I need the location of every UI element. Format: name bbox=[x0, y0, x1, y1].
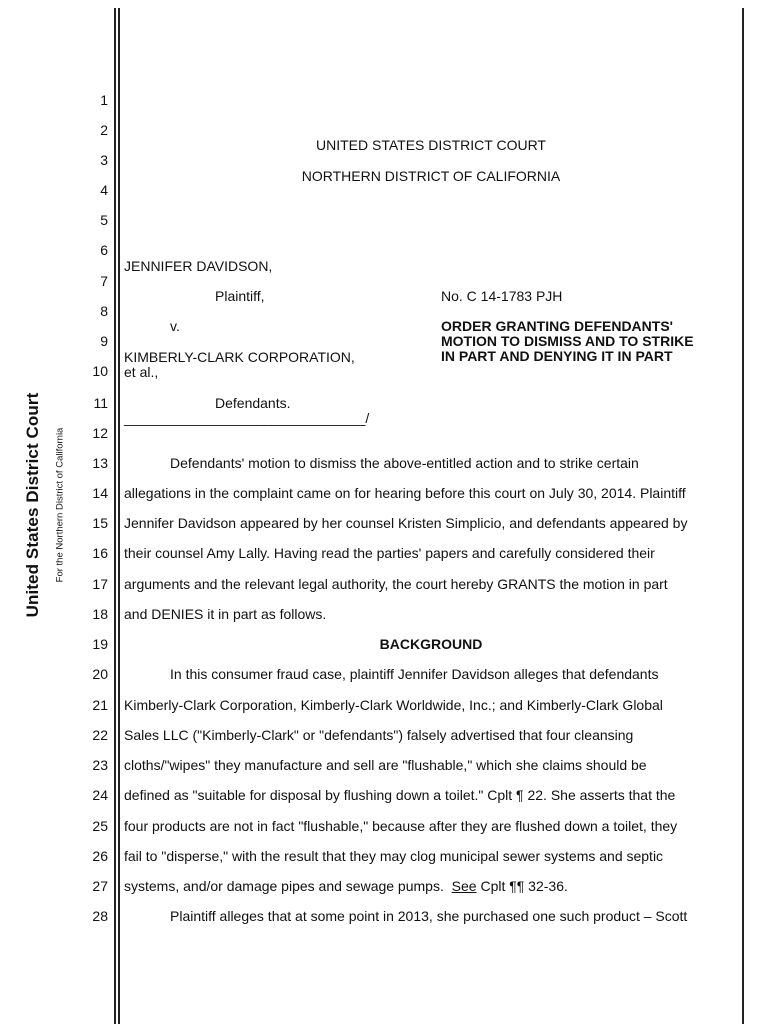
left-margin-rule-inner bbox=[118, 8, 120, 1024]
line-number: 11 bbox=[93, 395, 108, 411]
line-number: 21 bbox=[92, 697, 108, 713]
body-line: arguments and the relevant legal authority, the court hereby GRANTS the motion in part bbox=[124, 576, 668, 592]
line-number: 25 bbox=[92, 818, 108, 834]
order-title-line-3: IN PART AND DENYING IT IN PART bbox=[441, 348, 673, 364]
defendant-name-cont: et al., bbox=[124, 364, 159, 380]
line-number: 26 bbox=[92, 848, 108, 864]
body-line bbox=[124, 878, 568, 894]
body-line: Plaintiff alleges that at some point in 2013, she purchased one such product – Scott bbox=[170, 908, 688, 924]
line-number: 22 bbox=[92, 727, 108, 743]
body-line: and DENIES it in part as follows. bbox=[124, 606, 327, 622]
line-number: 20 bbox=[92, 666, 108, 682]
case-number: No. C 14-1783 PJH bbox=[441, 288, 563, 304]
body-line: cloths/"wipes" they manufacture and sell are "flushable," which she claims should be bbox=[124, 757, 647, 773]
body-line: Kimberly-Clark Corporation, Kimberly-Clark Worldwide, Inc.; and Kimberly-Clark Global bbox=[124, 697, 663, 713]
order-title-line-2: MOTION TO DISMISS AND TO STRIKE bbox=[441, 333, 694, 349]
line-number: 14 bbox=[92, 485, 108, 501]
line-number: 16 bbox=[92, 545, 108, 561]
district-title: NORTHERN DISTRICT OF CALIFORNIA bbox=[301, 168, 561, 184]
body-text: Cplt ¶¶ 32-36. bbox=[476, 878, 568, 894]
line-number: 4 bbox=[100, 182, 108, 198]
line-number: 13 bbox=[92, 455, 108, 471]
line-number: 1 bbox=[100, 92, 108, 108]
line-number: 6 bbox=[100, 242, 108, 258]
body-line: Defendants' motion to dismiss the above-entitled action and to strike certain bbox=[170, 455, 639, 471]
court-title: UNITED STATES DISTRICT COURT bbox=[316, 137, 546, 153]
caption-signature-line: _______________________________/ bbox=[124, 410, 370, 426]
body-text: systems, and/or damage pipes and sewage pumps. bbox=[124, 878, 452, 894]
body-line: allegations in the complaint came on for hearing before this court on July 30, 2014. Plaintiff bbox=[124, 485, 686, 501]
body-line: Sales LLC ("Kimberly-Clark" or "defendants") falsely advertised that four cleansing bbox=[124, 727, 634, 743]
body-line: In this consumer fraud case, plaintiff Jennifer Davidson alleges that defendants bbox=[170, 666, 659, 682]
line-number: 23 bbox=[92, 757, 108, 773]
line-number: 24 bbox=[92, 787, 108, 803]
line-number: 9 bbox=[100, 333, 108, 349]
line-number: 3 bbox=[100, 152, 108, 168]
order-title-line-1: ORDER GRANTING DEFENDANTS' bbox=[441, 318, 673, 334]
line-number: 27 bbox=[92, 878, 108, 894]
line-number: 15 bbox=[92, 515, 108, 531]
section-heading: BACKGROUND bbox=[379, 636, 483, 652]
line-number: 19 bbox=[92, 636, 108, 652]
plaintiff-name: JENNIFER DAVIDSON, bbox=[124, 258, 273, 274]
body-line: four products are not in fact "flushable," because after they are flushed down a toilet, they bbox=[124, 818, 678, 834]
defendant-role: Defendants. bbox=[215, 395, 291, 411]
line-number: 10 bbox=[92, 363, 108, 379]
line-number: 7 bbox=[100, 273, 108, 289]
line-number: 28 bbox=[92, 908, 108, 924]
citation-signal-see: See bbox=[451, 878, 477, 894]
plaintiff-role: Plaintiff, bbox=[215, 288, 265, 304]
body-line: defined as "suitable for disposal by flushing down a toilet." Cplt ¶ 22. She asserts that the bbox=[124, 787, 676, 803]
line-number: 8 bbox=[100, 303, 108, 319]
line-number: 18 bbox=[92, 606, 108, 622]
body-line: their counsel Amy Lally. Having read the parties' papers and carefully considered their bbox=[124, 545, 655, 561]
sidebar-court-name: United States District Court bbox=[23, 392, 42, 618]
defendant-name: KIMBERLY-CLARK CORPORATION, bbox=[124, 349, 355, 365]
line-number: 12 bbox=[92, 425, 108, 441]
right-margin-rule bbox=[742, 8, 744, 1024]
line-number: 17 bbox=[92, 576, 108, 592]
left-margin-rule-outer bbox=[114, 8, 116, 1024]
line-number: 5 bbox=[100, 212, 108, 228]
body-line: fail to "disperse," with the result that they may clog municipal sewer systems and septic bbox=[124, 848, 664, 864]
body-line: Jennifer Davidson appeared by her counsel Kristen Simplicio, and defendants appeared by bbox=[124, 515, 688, 531]
versus: v. bbox=[170, 318, 180, 334]
line-number: 2 bbox=[100, 122, 108, 138]
sidebar-district-note: For the Northern District of California bbox=[54, 427, 66, 583]
